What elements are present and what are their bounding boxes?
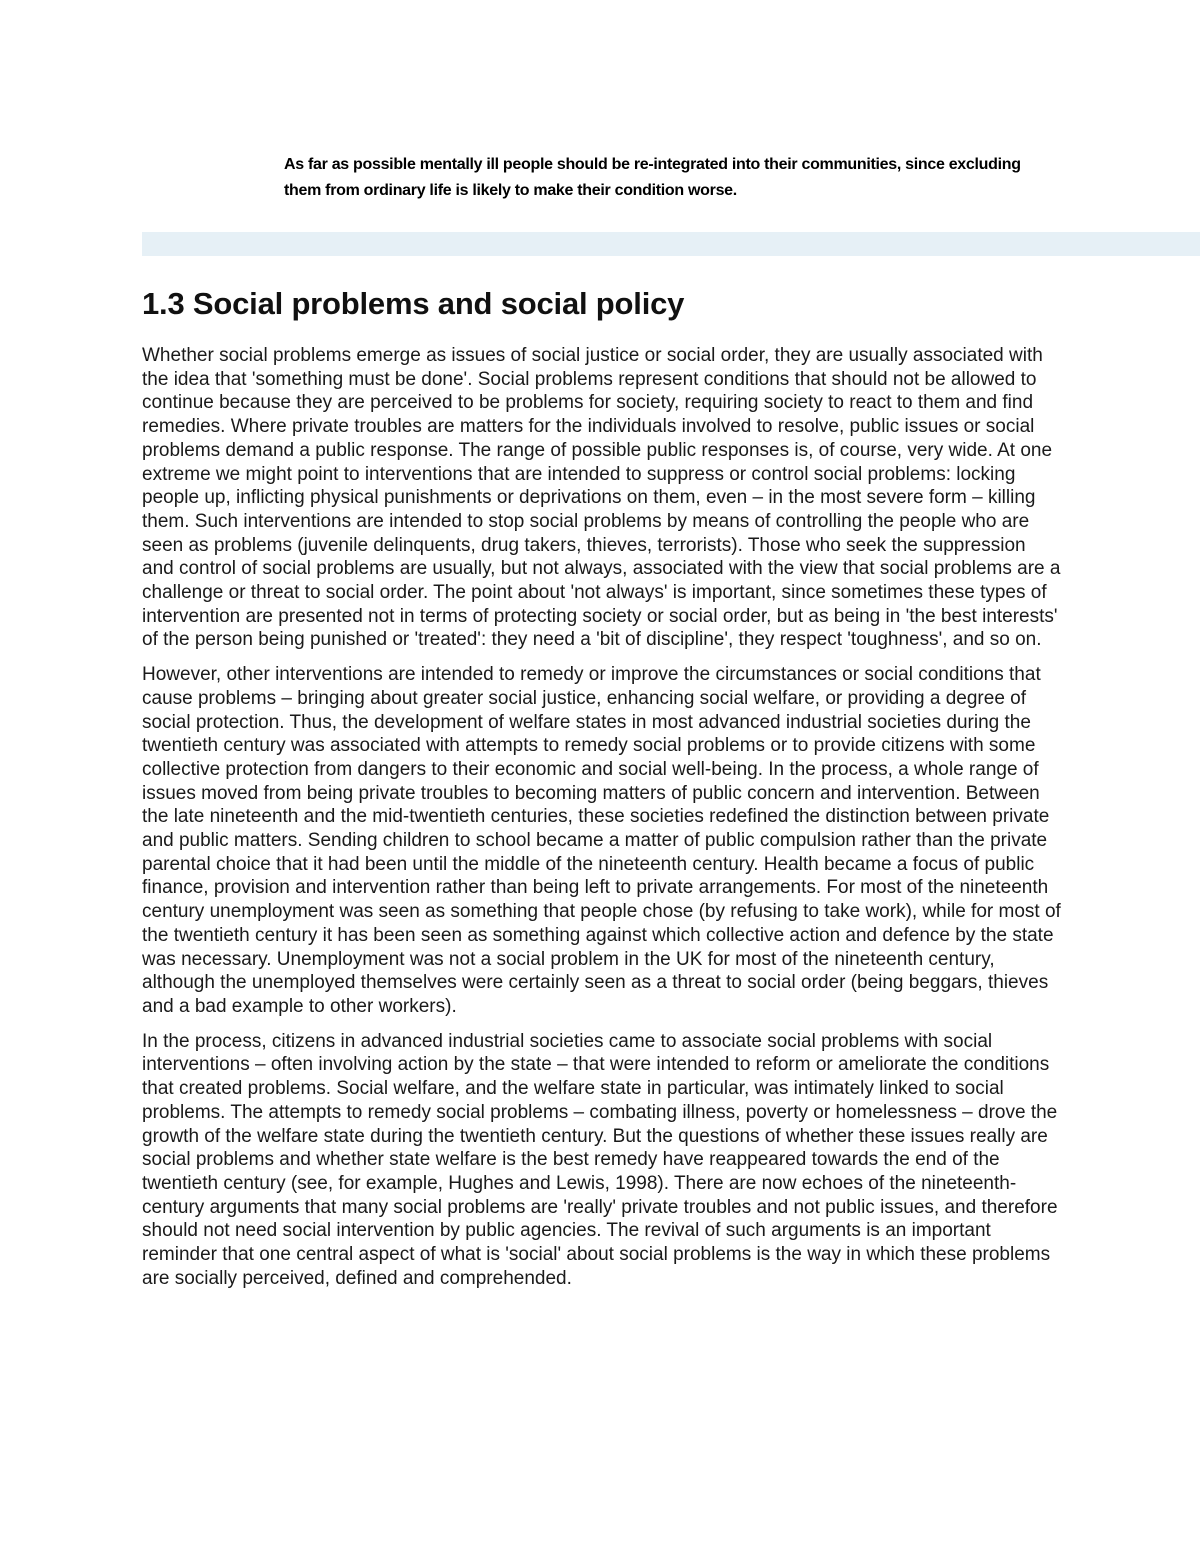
pull-quote: As far as possible mentally ill people should be re-integrated into their communities, since excluding them from ordinary life is likely to make their condition worse. xyxy=(284,156,1021,199)
section-divider-band xyxy=(142,232,1200,256)
body-paragraph: Whether social problems emerge as issues of social justice or social order, they are usually associated with the idea that 'something must be done'. Social problems represent conditions that should not be allowed to continue because they are perceived to be problems for society, requiring society to react to them and find remedies. Where private troubles are matters for the individuals involved to resolve, public issues or social problems demand a public response. The range of possible public responses is, of course, very wide. At one extreme we might point to interventions that are intended to suppress or control social problems: locking people up, inflicting physical punishments or deprivations on them, even – in the most severe form – killing them. Such interventions are intended to stop social problems by means of controlling the people who are seen as problems (juvenile delinquents, drug takers, thieves, terrorists). Those who seek the suppression and control of social problems are usually, but not always, associated with the view that social problems are a challenge or threat to social order. The point about 'not always' is important, since sometimes these types of intervention are presented not in terms of protecting society or social order, but as being in 'the best interests' of the person being punished or 'treated': they need a 'bit of discipline', they respect 'toughness', and so on. xyxy=(142,345,1061,651)
body-paragraph: However, other interventions are intended to remedy or improve the circumstances or social conditions that cause problems – bringing about greater social justice, enhancing social welfare, or providing a degree of social protection. Thus, the development of welfare states in most advanced industrial societies during the twentieth century was associated with attempts to remedy social problems or to provide citizens with some collective protection from dangers to their economic and social well-being. In the process, a whole range of issues moved from being private troubles to becoming matters of public concern and intervention. Between the late nineteenth and the mid-twentieth centuries, these societies redefined the distinction between private and public matters. Sending children to school became a matter of public compulsion rather than the private parental choice that it had been until the middle of the nineteenth century. Health became a focus of public finance, provision and intervention rather than being left to private arrangements. For most of the nineteenth century unemployment was seen as something that people chose (by refusing to take work), while for most of the twentieth century it has been seen as something against which collective action and defence by the state was necessary. Unemployment was not a social problem in the UK for most of the nineteenth century, although the unemployed themselves were certainly seen as a threat to social order (being beggars, thieves and a bad example to other workers). xyxy=(142,664,1061,1017)
section-body xyxy=(142,282,1062,1301)
section-heading: 1.3 Social problems and social policy xyxy=(142,286,685,321)
body-paragraph: In the process, citizens in advanced industrial societies came to associate social problems with social interventions – often involving action by the state – that were intended to reform or ameliorate the conditions that created problems. Social welfare, and the welfare state in particular, was intimately linked to social problems. The attempts to remedy social problems – combating illness, poverty or homelessness – drove the growth of the welfare state during the twentieth century. But the questions of whether these issues really are social problems and whether state welfare is the best remedy have reappeared towards the end of the twentieth century (see, for example, Hughes and Lewis, 1998). There are now echoes of the nineteenth-century arguments that many social problems are 'really' private troubles and not public issues, and therefore should not need social intervention by public agencies. The revival of such arguments is an important reminder that one central aspect of what is 'social' about social problems is the way in which these problems are socially perceived, defined and comprehended. xyxy=(142,1030,1058,1289)
